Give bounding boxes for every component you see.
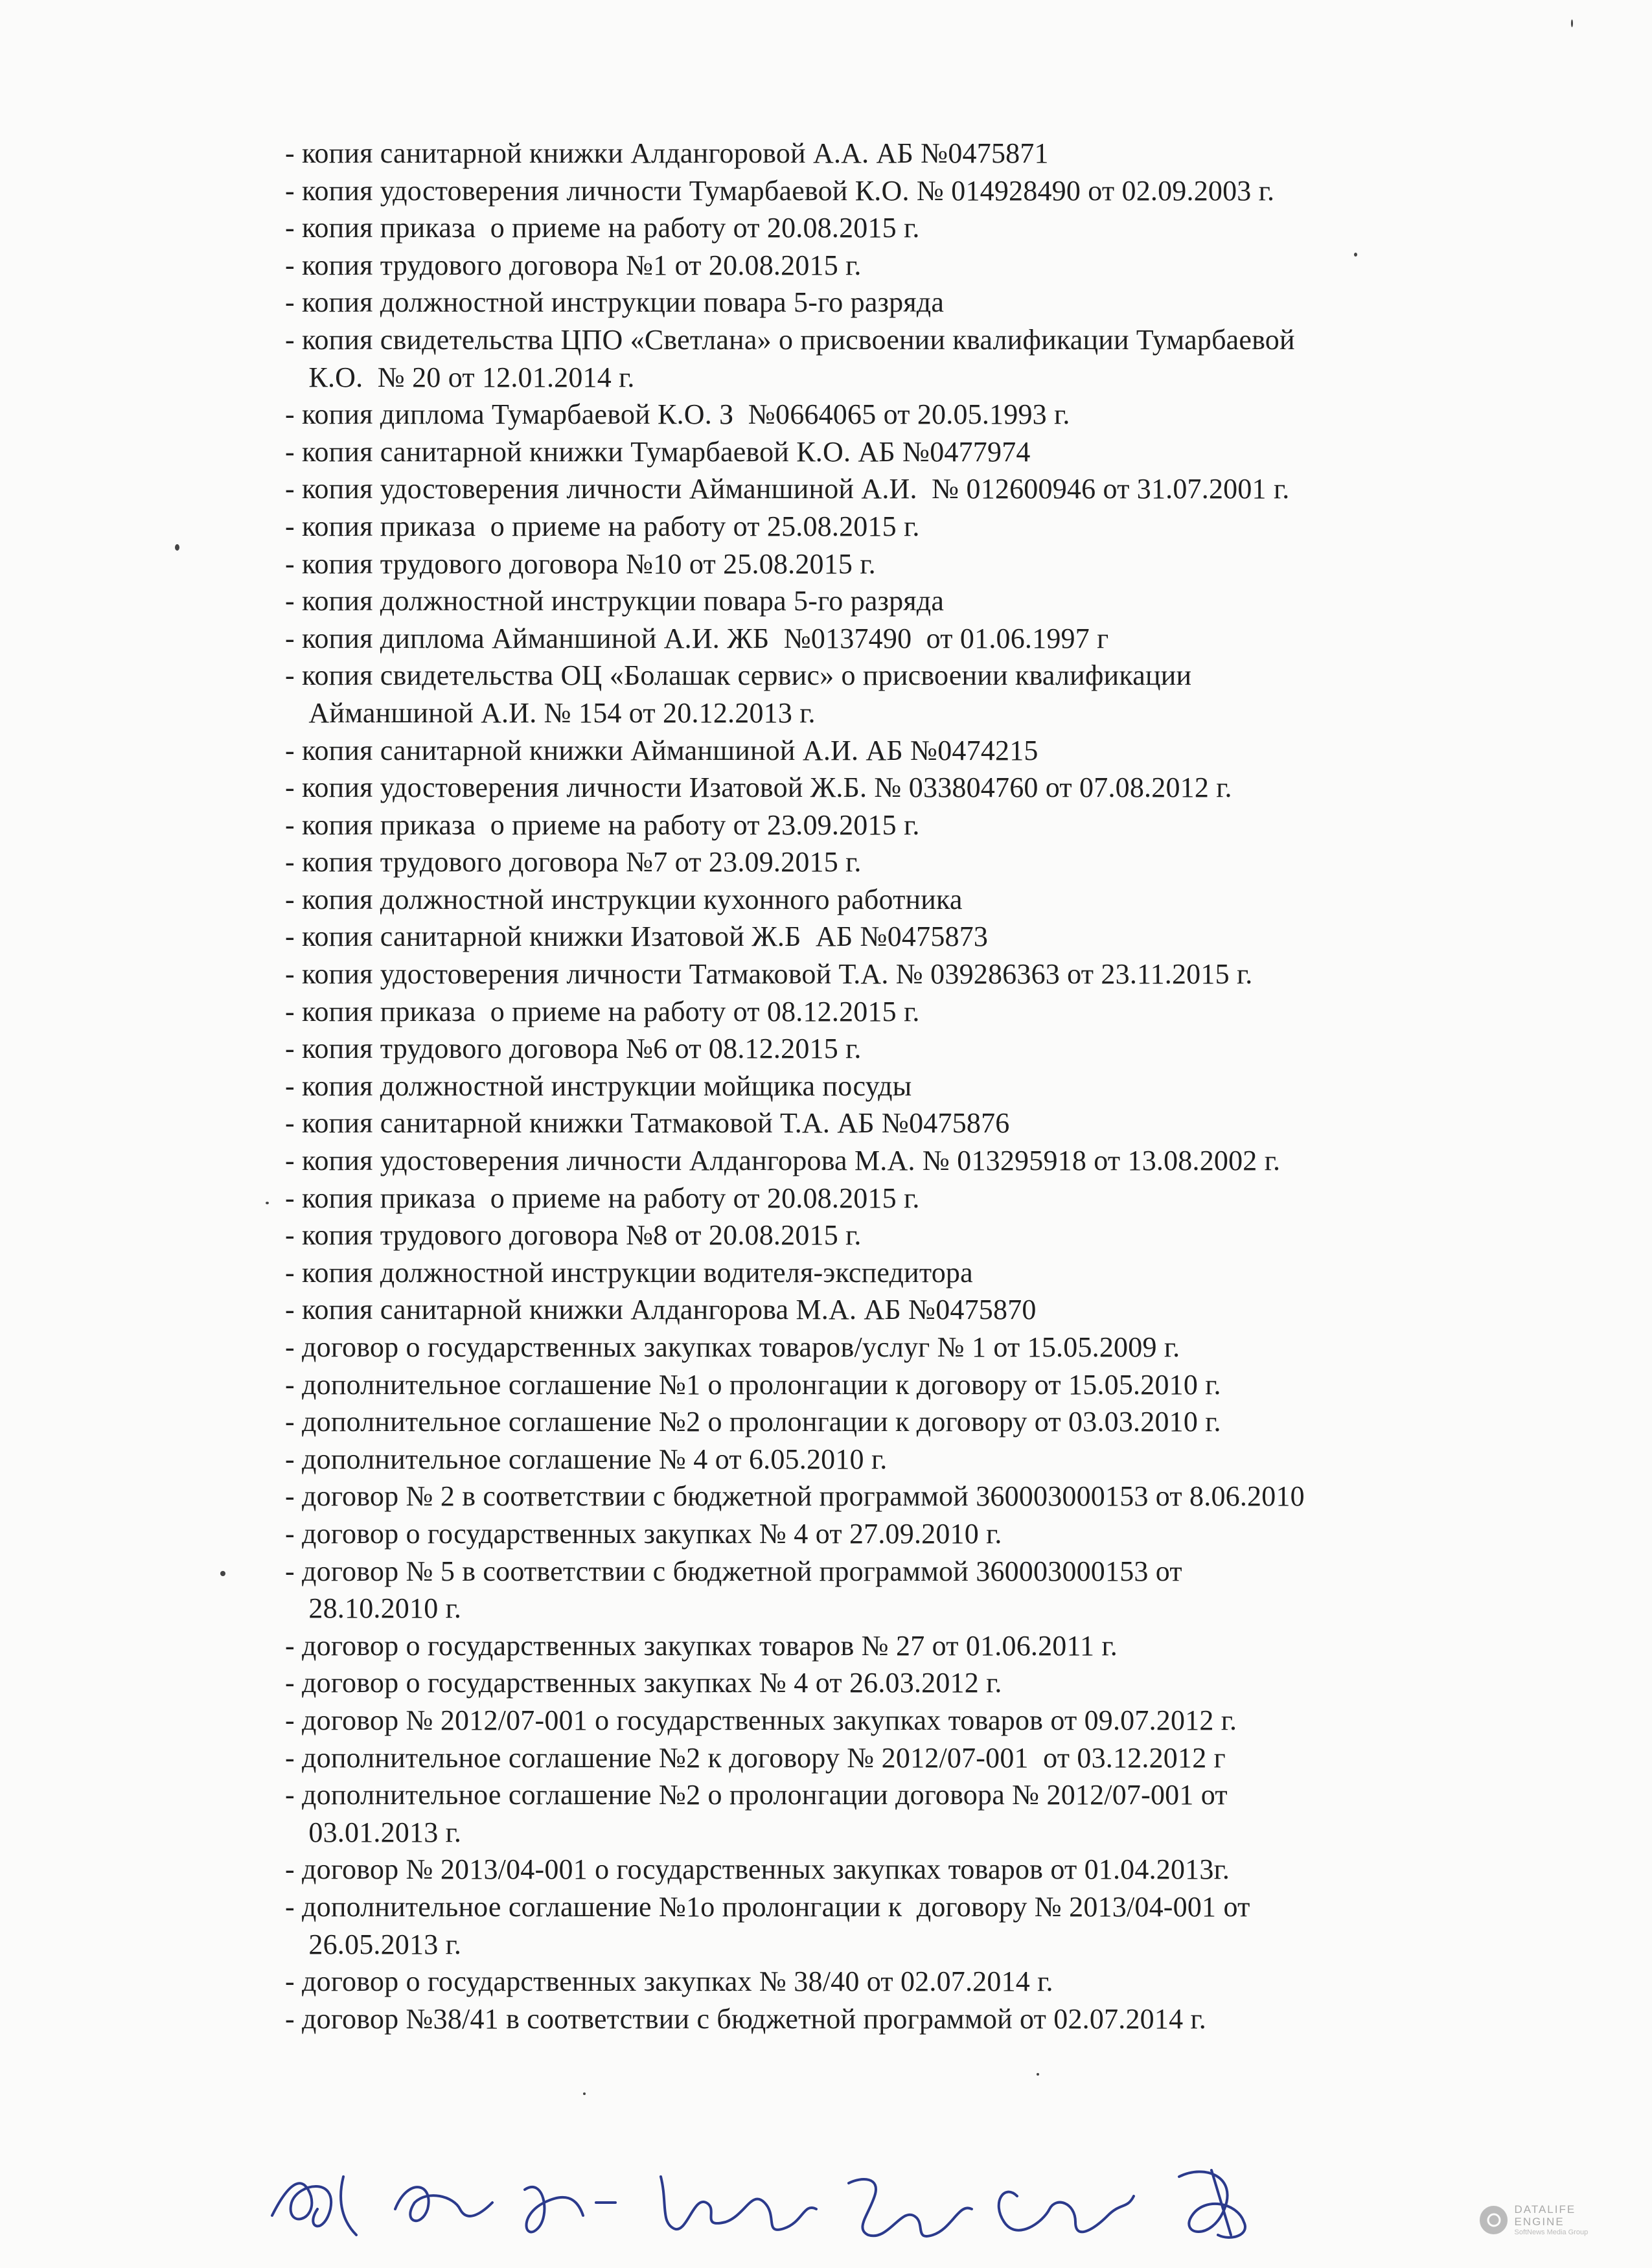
signature-3	[525, 2187, 615, 2232]
list-item: - копия свидетельства ОЦ «Болашак сервис» о присвоении квалификации	[285, 659, 1192, 692]
list-item: - дополнительное соглашение №2 о пролонгации к договору от 03.03.2010 г.	[285, 1406, 1221, 1438]
watermark-subtitle: SoftNews Media Group	[1514, 2228, 1589, 2236]
list-item: - дополнительное соглашение №2 к договору № 2012/07-001 от 03.12.2012 г	[285, 1741, 1226, 1774]
list-item: - копия должностной инструкции мойщика посуды	[285, 1070, 912, 1102]
scan-speck	[1037, 2073, 1039, 2076]
list-item: - копия санитарной книжки Татмаковой Т.А. АБ №0475876	[285, 1107, 1010, 1140]
signature-4	[661, 2177, 816, 2230]
list-item: - договор о государственных закупках товаров/услуг № 1 от 15.05.2009 г.	[285, 1331, 1180, 1363]
list-item: - копия приказа о приеме на работу от 20.08.2015 г.	[285, 212, 920, 244]
list-item: - копия приказа о приеме на работу от 20.08.2015 г.	[285, 1182, 920, 1214]
signature-5	[849, 2179, 972, 2236]
list-item: - копия должностной инструкции водителя-экспедитора	[285, 1256, 973, 1289]
list-item: - копия удостоверения личности Татмаковой Т.А. № 039286363 от 23.11.2015 г.	[285, 958, 1253, 991]
list-item: - копия удостоверения личности Тумарбаевой К.О. № 014928490 от 02.09.2003 г.	[285, 174, 1275, 207]
list-item: - договор №38/41 в соответствии с бюджетной программой от 02.07.2014 г.	[285, 2002, 1206, 2035]
list-item: - копия удостоверения личности Алдангорова М.А. № 013295918 от 13.08.2002 г.	[285, 1145, 1281, 1177]
list-item: - дополнительное соглашение № 4 от 6.05.2010 г.	[285, 1443, 888, 1475]
watermark-name: DATALIFE ENGINE	[1514, 2203, 1576, 2228]
list-item: - дополнительное соглашение №1 о пролонгации к договору от 15.05.2010 г.	[285, 1368, 1221, 1401]
list-item: - копия удостоверения личности Изатовой Ж.Б. № 033804760 от 07.08.2012 г.	[285, 772, 1232, 804]
list-item-continuation: 26.05.2013 г.	[294, 1928, 462, 1960]
list-item: - копия санитарной книжки Изатовой Ж.Б АБ №0475873	[285, 921, 989, 953]
list-item: - договор № 2012/07-001 о государственных закупках товаров от 09.07.2012 г.	[285, 1704, 1237, 1736]
list-item: - копия санитарной книжки Тумарбаевой К.О. АБ №0477974	[285, 435, 1031, 468]
watermark-logo-icon	[1480, 2206, 1508, 2234]
list-item: - копия должностной инструкции кухонного работника	[285, 883, 963, 915]
list-item: - копия диплома Айманшиной А.И. ЖБ №0137490 от 01.06.1997 г	[285, 622, 1109, 654]
list-item: - договор № 2013/04-001 о государственных закупках товаров от 01.04.2013г.	[285, 1853, 1230, 1886]
list-item-continuation: К.О. № 20 от 12.01.2014 г.	[294, 361, 635, 393]
list-item: - копия санитарной книжки Айманшиной А.И. АБ №0474215	[285, 734, 1038, 766]
list-item: - договор о государственных закупках товаров № 27 от 01.06.2011 г.	[285, 1629, 1118, 1662]
signature-1	[272, 2177, 356, 2235]
list-item: - копия трудового договора №7 от 23.09.2015 г.	[285, 846, 862, 878]
scan-speck	[266, 1202, 269, 1204]
list-item: - дополнительное соглашение №2 о пролонгации договора № 2012/07-001 от	[285, 1779, 1228, 1811]
signature-2	[395, 2187, 492, 2221]
scan-speck	[583, 2092, 586, 2095]
list-item: - договор о государственных закупках № 4 от 27.09.2010 г.	[285, 1517, 1002, 1550]
list-item: - договор о государственных закупках № 4 от 26.03.2012 г.	[285, 1667, 1002, 1699]
list-item: - копия приказа о приеме на работу от 23.09.2015 г.	[285, 808, 920, 841]
scan-speck	[175, 544, 179, 551]
list-item-continuation: Айманшиной А.И. № 154 от 20.12.2013 г.	[294, 696, 816, 729]
list-item: - копия удостоверения личности Айманшиной А.И. № 012600946 от 31.07.2001 г.	[285, 473, 1290, 505]
document-list	[285, 135, 1503, 2037]
scan-speck	[1571, 19, 1573, 27]
list-item: - копия трудового договора №10 от 25.08.2015 г.	[285, 547, 876, 580]
list-item: - дополнительное соглашение №1о пролонгации к договору № 2013/04-001 от	[285, 1890, 1250, 1923]
list-item: - копия приказа о приеме на работу от 08.12.2015 г.	[285, 995, 920, 1027]
list-item: - договор о государственных закупках № 38/40 от 02.07.2014 г.	[285, 1965, 1053, 1998]
list-item: - копия трудового договора №8 от 20.08.2015 г.	[285, 1219, 862, 1252]
signature-7	[1179, 2170, 1245, 2238]
signature-6	[999, 2192, 1134, 2232]
list-item: - копия диплома Тумарбаевой К.О. З №0664065 от 20.05.1993 г.	[285, 398, 1070, 431]
list-item-continuation: 28.10.2010 г.	[294, 1592, 462, 1625]
list-item: - копия трудового договора №1 от 20.08.2015 г.	[285, 249, 862, 281]
signatures-row	[246, 2138, 1412, 2254]
list-item: - копия должностной инструкции повара 5-го разряда	[285, 286, 945, 319]
list-item: - копия санитарной книжки Алдангорова М.А. АБ №0475870	[285, 1294, 1037, 1326]
list-item: - договор № 5 в соответствии с бюджетной программой 360003000153 от	[285, 1555, 1182, 1587]
scan-speck	[220, 1571, 225, 1576]
list-item-continuation: 03.01.2013 г.	[294, 1816, 462, 1848]
scan-speck	[1354, 253, 1357, 257]
list-item: - копия свидетельства ЦПО «Светлана» о присвоении квалификации Тумарбаевой	[285, 323, 1295, 356]
list-item: - копия трудового договора №6 от 08.12.2015 г.	[285, 1033, 862, 1065]
list-item: - копия должностной инструкции повара 5-го разряда	[285, 585, 945, 617]
signatures-graphic	[246, 2138, 1412, 2254]
list-item: - копия санитарной книжки Алдангоровой А.А. АБ №0475871	[285, 137, 1049, 169]
list-item: - договор № 2 в соответствии с бюджетной программой 360003000153 от 8.06.2010	[285, 1480, 1305, 1513]
list-item: - копия приказа о приеме на работу от 25.08.2015 г.	[285, 510, 920, 542]
watermark	[1480, 2201, 1629, 2239]
